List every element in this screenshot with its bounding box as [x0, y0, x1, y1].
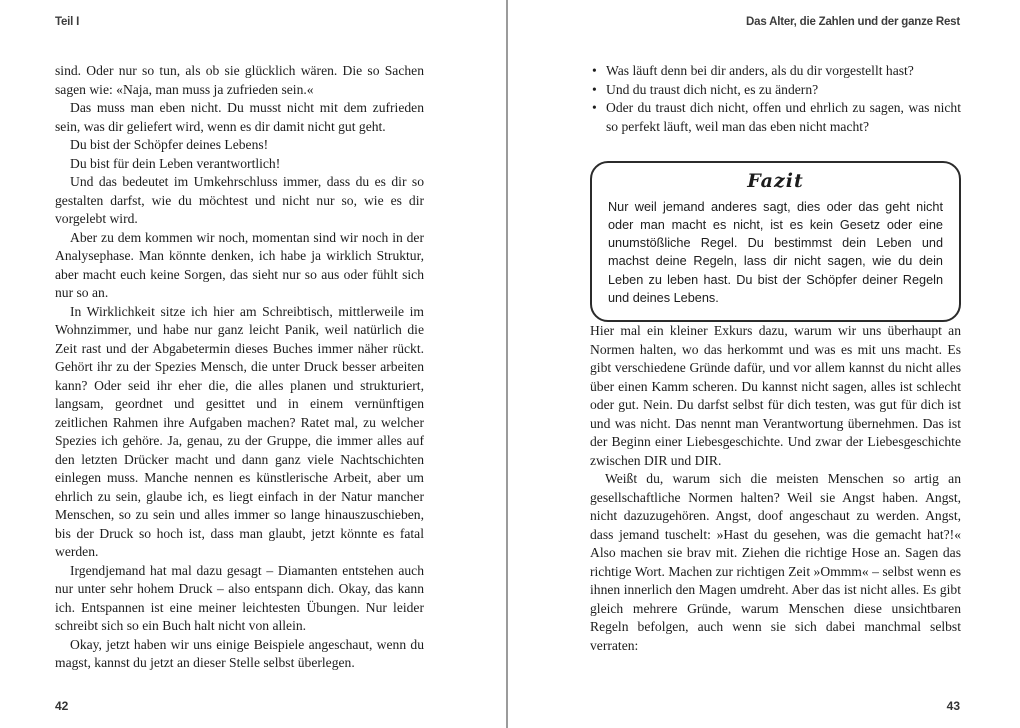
fazit-box [590, 161, 961, 322]
page-gutter-divider [506, 0, 508, 728]
page-number-right: 43 [946, 699, 960, 713]
paragraph: Hier mal ein kleiner Exkurs dazu, warum wir uns überhaupt an Normen halten, wo das herkommt und was es mit uns macht. Es gibt verschiedene Gründe dafür, und vor allem kannst du nicht alles über einen Kamm scheren. Du kannst nicht sagen, alles ist schlecht oder gut. Nein. Du darfst selbst für dich testen, was gut für dich ist und was nicht. Das nennt man Verantwortung übernehmen. Das ist der Beginn einer Liebesgeschichte. Und zwar der Liebesgeschichte zwischen DIR und DIR. [590, 323, 961, 468]
paragraph: Okay, jetzt haben wir uns einige Beispiele angeschaut, wenn du magst, kannst du jetzt an dieser Stelle selbst überlegen. [55, 636, 424, 670]
paragraph: Und das bedeutet im Umkehrschluss immer, dass du es dir so gestalten darfst, wie du möchtest und nicht nur so, wie es dir vorgelebt wird. [55, 174, 424, 226]
paragraph: Du bist für dein Leben verantwortlich! [70, 155, 281, 171]
list-item: • Oder du traust dich nicht, offen und ehrlich zu sagen, was nicht so perfekt läuft, weil man das eben nicht macht? [606, 99, 961, 136]
paragraph: sind. Oder nur so tun, als ob sie glücklich wären. Die so Sachen sagen wie: «Naja, man muss ja zufrieden sein.« [55, 63, 424, 97]
page-number-left: 42 [55, 699, 69, 713]
fazit-box-body: Nur weil jemand anderes sagt, dies oder das geht nicht oder man macht es nicht, ist es kein Gesetz oder eine unumstößliche Regel. Du bestimmst dein Leben und machst deine Regeln, lass dir nicht sagen, wie du dein Leben zu leben hast. Du bist der Schöpfer deiner Regeln und deines Lebens. [608, 199, 943, 305]
left-page-text-column [55, 62, 424, 673]
paragraph: Weißt du, warum sich die meisten Menschen so artig an gesellschaftliche Normen halten? Weil sie Angst haben. Angst, nicht dazuzugehören. Angst, doof angeschaut zu werden. Angst, dass jemand tuschelt: »Hast du gesehen, was die gemacht hat?!« Also machen sie brav mit. Ziehen die richtige Hose an. Sagen das richtige Wort. Machen zur richtigen Zeit »Ommm« – selbst wenn es ihnen innerlich den Magen umdreht. Aber das ist nicht alles. Es gibt gleich mehrere Gründe, warum Menschen diese unsichtbaren Regeln befolgen, auch wenn sie sich dabei manchmal selbst verraten: [590, 471, 961, 653]
paragraph: Aber zu dem kommen wir noch, momentan sind wir noch in der Analysephase. Man könnte denken, ich habe ja wirklich Struktur, aber macht euch keine Sorgen, das sieht nur so aus oder fühlt sich nur so an. [55, 229, 424, 300]
paragraph: In Wirklichkeit sitze ich hier am Schreibtisch, mittlerweile im Wohnzimmer, und habe nur ganz leicht Panik, weil natürlich die Zeit rast und der Abgabetermin dieses Buches immer näher rückt. Gehört ihr zu der Spezies Mensch, die unter Druck besser arbeiten kann? Oder seid ihr eher die, die alles planen und strukturiert, langsam, geordnet und gesittet und in einem vernünftigen zeitlichen Rahmen ihre Aufgaben machen? Ratet mal, zu welcher Spezies ich gehöre. Ja, genau, zu der Gruppe, die immer alles auf den letzten Drücker macht und dann ganz viele Nachtschichten einlegen muss. Manche nennen es künstlerische Arbeit, aber um ehrlich zu sein, glaube ich, es liegt einfach in der Natur mancher Menschen, so zu sein und alles immer so lange hinauszuschieben, bis der Druck so hoch ist, dass man glaubt, jetzt könnte es fatal werden. [55, 303, 424, 559]
paragraph: Du bist der Schöpfer deines Lebens! [70, 137, 269, 152]
list-item: • Was läuft denn bei dir anders, als du dir vorgestellt hast? [606, 62, 961, 81]
right-page-text-column [590, 62, 961, 655]
fazit-box-title: Fazit [747, 170, 804, 192]
running-head-right: Das Alter, die Zahlen und der ganze Rest [746, 16, 960, 28]
list-item: • Und du traust dich nicht, es zu ändern? [606, 81, 961, 100]
bullet-list [590, 62, 961, 136]
paragraph: Irgendjemand hat mal dazu gesagt – Diamanten entstehen auch nur unter sehr hohem Druck – also entspann dich. Okay, das kann ich. Entspannen ist eine meiner leichtesten Übungen. Nur leider schreibt sich so ein Buch halt nicht von allein. [55, 562, 424, 633]
paragraph: Das muss man eben nicht. Du musst nicht mit dem zufrieden sein, was dir geliefert wird, wenn es dir damit nicht gut geht. [55, 100, 424, 134]
running-head-left: Teil I [55, 16, 80, 28]
